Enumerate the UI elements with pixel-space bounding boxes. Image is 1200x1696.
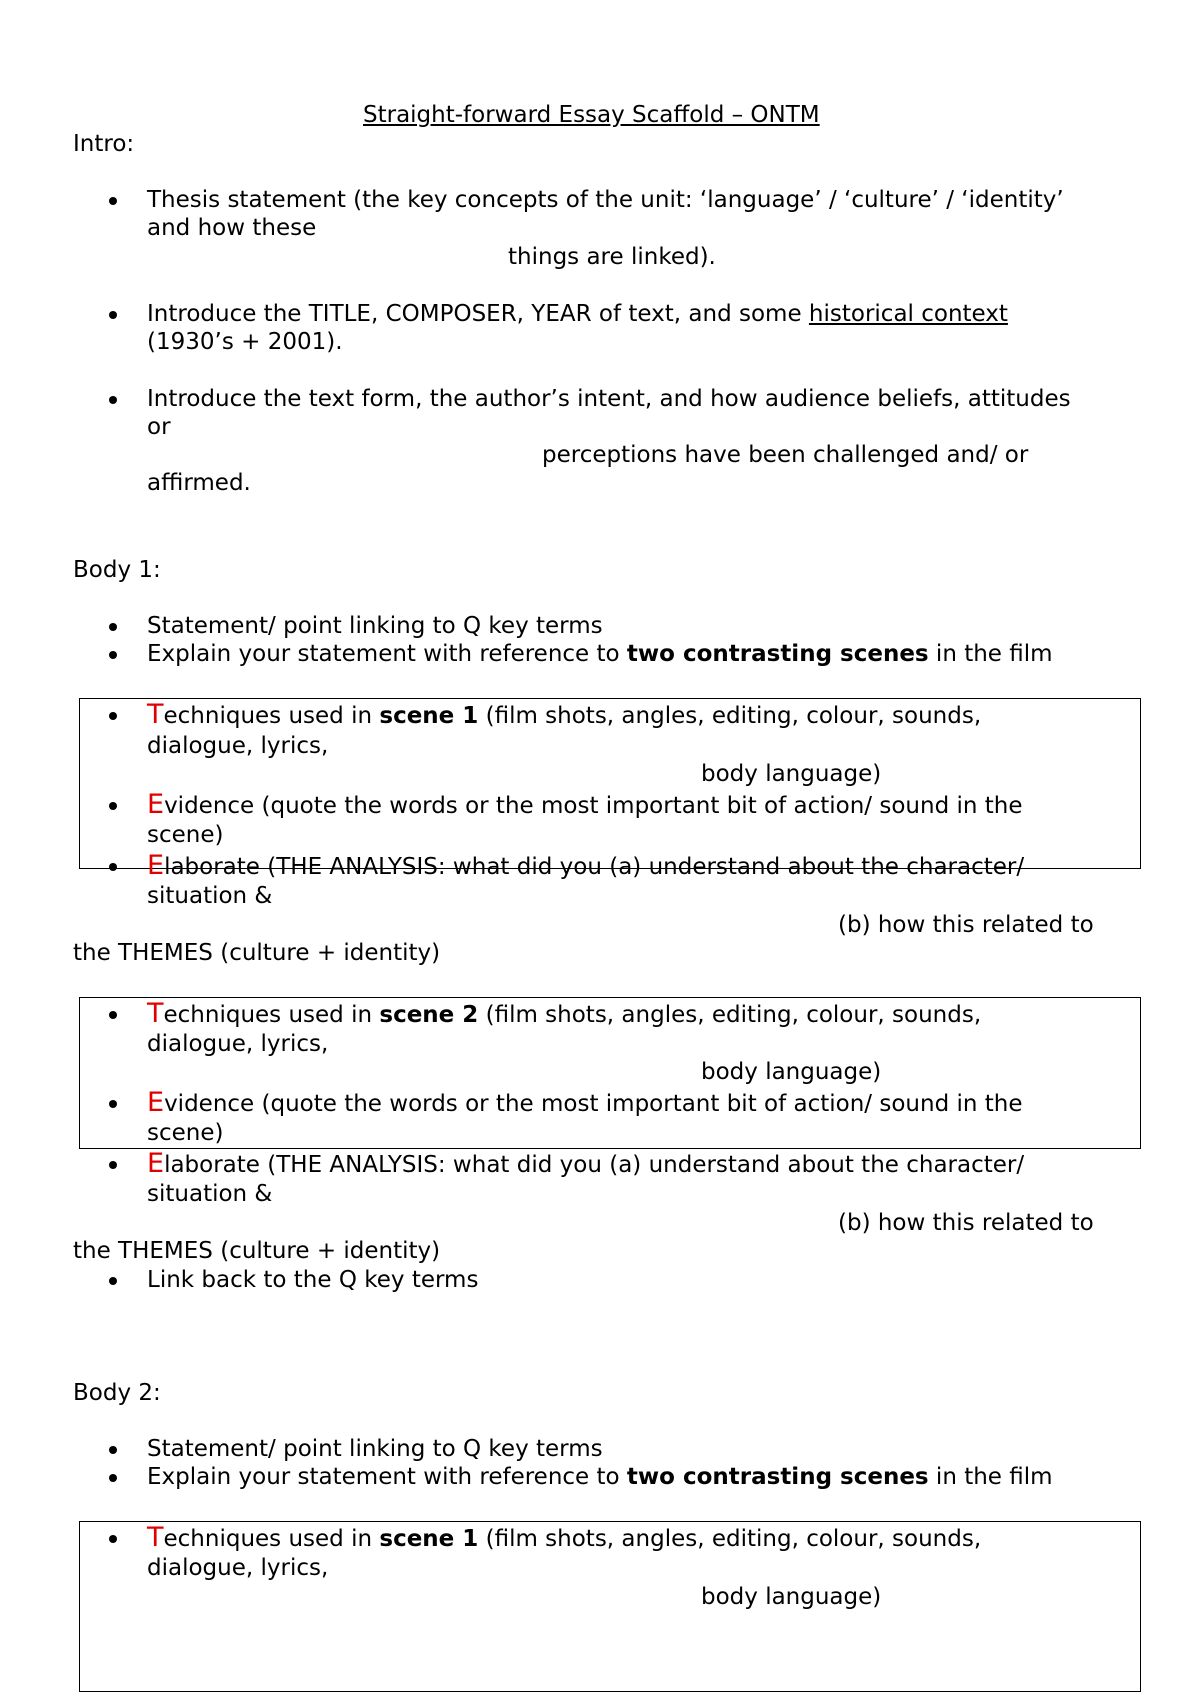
elaborate-text: laborate (THE ANALYSIS: what did you (a) understand about the character/ [164,854,1025,880]
b1s2-elaborate-line3: (b) how this related to [838,1210,1094,1236]
intro-thesis-line1: Thesis statement (the key concepts of the unit: ‘language’ / ‘culture’ / ‘identity’ [147,187,1064,213]
scene-label: scene 2 [379,1002,479,1028]
intro-title-line1 [147,300,1008,328]
point2-text-end: in the film [928,641,1053,667]
body1-heading: Body 1: [73,557,161,583]
point2-text-end: in the film [928,1464,1053,1490]
point2-text: Explain your statement with reference to [147,641,627,667]
scene-label: scene 1 [379,1526,479,1552]
letter-t: T [147,1522,164,1553]
b1s1-evidence-line2: scene) [147,822,224,848]
bullet [109,802,117,810]
bullet [109,623,117,631]
techniques-text: echniques used in [163,1526,380,1552]
elaborate-text: laborate (THE ANALYSIS: what did you (a) understand about the character/ [164,1152,1025,1178]
intro-thesis-line2: and how these [147,215,317,241]
bullet [109,1535,117,1543]
body2-point1: Statement/ point linking to Q key terms [147,1436,603,1462]
bullet [109,712,117,720]
b1s1-evidence-line1 [147,791,1023,820]
bullet [109,863,117,871]
intro-title-text: Introduce the TITLE, COMPOSER, YEAR of text, and some [147,301,809,327]
b2s1-techniques-line3: body language) [701,1584,882,1610]
historical-context: historical context [808,301,1008,327]
bullet [109,1446,117,1454]
body1-link-back: Link back to the Q key terms [147,1267,479,1293]
b1s2-techniques-line1 [147,1000,981,1029]
b1s2-evidence-line1 [147,1089,1023,1118]
techniques-text-end: (film shots, angles, editing, colour, sounds, [478,1526,982,1552]
b1s1-techniques-line3: body language) [701,761,882,787]
letter-t: T [147,699,164,730]
body1-point2 [147,640,1053,668]
scene-label: scene 1 [379,703,479,729]
b1s2-elaborate-line2: situation & [147,1181,273,1207]
letter-t: T [147,998,164,1029]
b1s1-techniques-line2: dialogue, lyrics, [147,733,329,759]
b1s1-techniques-line1 [147,701,981,730]
bullet [109,1474,117,1482]
intro-title-line2: (1930’s + 2001). [147,329,343,355]
page-title: Straight-forward Essay Scaffold – ONTM [363,102,820,128]
body2-point2 [147,1463,1053,1491]
b1s1-elaborate-line4: the THEMES (culture + identity) [73,940,441,966]
techniques-text: echniques used in [163,703,380,729]
letter-e: E [147,789,165,820]
bullet [109,1277,117,1285]
b1s2-techniques-line2: dialogue, lyrics, [147,1031,329,1057]
bullet [109,1011,117,1019]
intro-form-line3: perceptions have been challenged and/ or [542,442,1029,468]
letter-e: E [147,1087,165,1118]
point2-bold: two contrasting scenes [626,641,929,667]
b1s2-evidence-line2: scene) [147,1120,224,1146]
b1s1-elaborate-line3: (b) how this related to [838,912,1094,938]
bullet [109,1161,117,1169]
point2-text: Explain your statement with reference to [147,1464,627,1490]
techniques-text-end: (film shots, angles, editing, colour, sounds, [478,703,982,729]
bullet [109,311,117,319]
b1s2-techniques-line3: body language) [701,1059,882,1085]
b2s1-techniques-line1 [147,1524,981,1553]
bullet [109,651,117,659]
intro-form-line2: or [147,414,171,440]
bullet [109,197,117,205]
bullet [109,396,117,404]
point2-bold: two contrasting scenes [626,1464,929,1490]
evidence-text: vidence (quote the words or the most important bit of action/ sound in the [164,1091,1023,1117]
letter-e: E [147,850,165,881]
intro-form-line1: Introduce the text form, the author’s intent, and how audience beliefs, attitudes [147,386,1071,412]
techniques-text-end: (film shots, angles, editing, colour, sounds, [478,1002,982,1028]
evidence-text: vidence (quote the words or the most important bit of action/ sound in the [164,793,1023,819]
b1s1-elaborate-line1 [147,852,1024,881]
intro-heading: Intro: [73,131,135,157]
b1s2-elaborate-line1 [147,1150,1024,1179]
letter-e: E [147,1148,165,1179]
body2-heading: Body 2: [73,1380,161,1406]
b1s1-elaborate-line2: situation & [147,883,273,909]
bullet [109,1100,117,1108]
body1-point1: Statement/ point linking to Q key terms [147,613,603,639]
b1s2-elaborate-line4: the THEMES (culture + identity) [73,1238,441,1264]
intro-thesis-line3: things are linked). [508,244,716,270]
b2s1-techniques-line2: dialogue, lyrics, [147,1555,329,1581]
techniques-text: echniques used in [163,1002,380,1028]
intro-form-line4: affirmed. [147,470,251,496]
